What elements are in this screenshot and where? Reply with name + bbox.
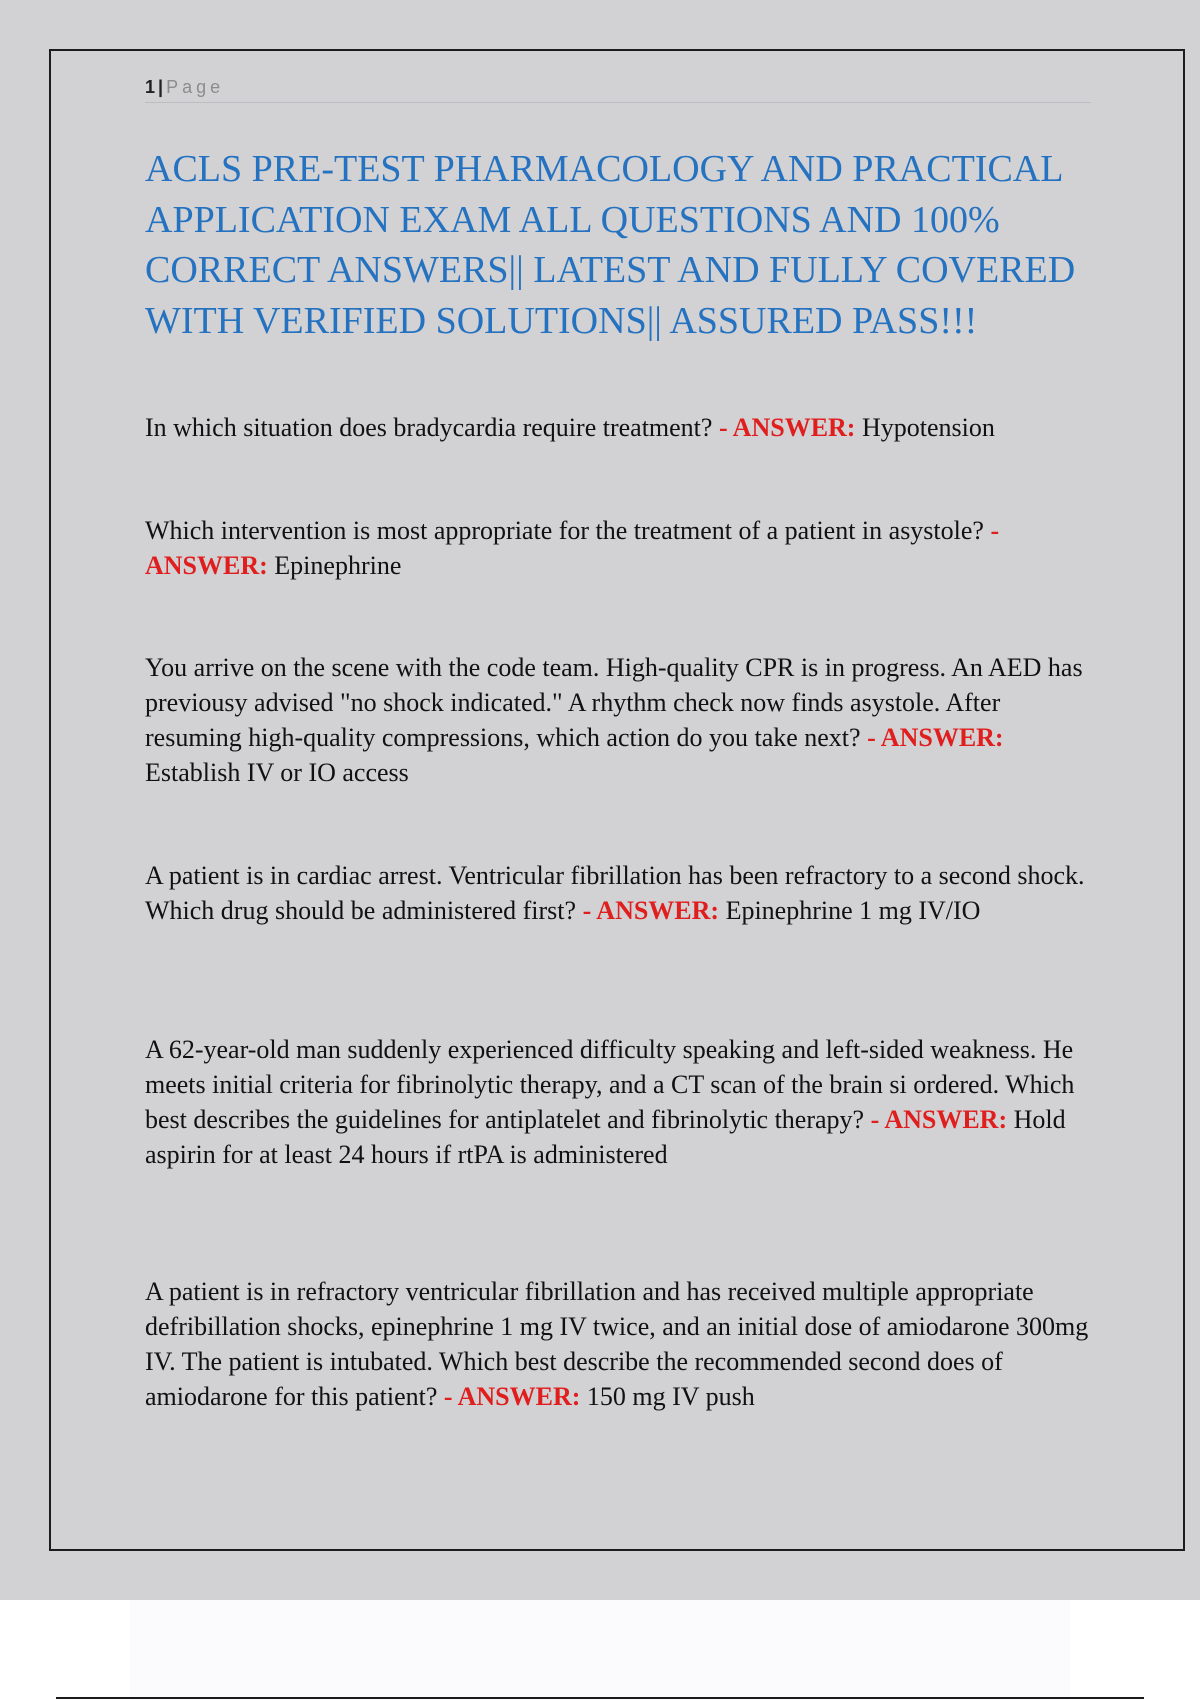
question-text: In which situation does bradycardia require treatment? (145, 413, 713, 442)
question-text: Which intervention is most appropriate for the treatment of a patient in asystole? (145, 516, 984, 545)
answer-text: Epinephrine 1 mg IV/IO (725, 896, 981, 925)
answer-label: - ANSWER: (870, 1105, 1008, 1134)
document-title: ACLS PRE-TEST PHARMACOLOGY AND PRACTICAL APPLICATION EXAM ALL QUESTIONS AND 100% CORRECT ANSWERS|| LATEST AND FULLY COVERED WITH VERIFIED SOLUTIONS|| ASSURED PASS!!! (145, 148, 1076, 342)
next-page-rule (56, 1697, 1144, 1699)
page-label: Page (166, 77, 225, 97)
next-page-edge (130, 1600, 1070, 1700)
question-text: You arrive on the scene with the code team. High-quality CPR is in progress. An AED has previousy advised "no shock indicated." A rhythm check now finds asystole. After resuming high-quality compressions, which action do you take next? (145, 653, 1083, 752)
qa-item (145, 858, 1100, 928)
qa-item (145, 1274, 1100, 1414)
qa-item (145, 410, 1100, 445)
answer-text: Establish IV or IO access (145, 758, 409, 787)
answer-label: - ANSWER: (582, 896, 720, 925)
question-text: A patient is in refractory ventricular fibrillation and has received multiple appropriate defribillation shocks, epinephrine 1 mg IV twice, and an initial dose of amiodarone 300mg IV. The patient is intubated. Which best describe the recommended second does of amiodarone for this patient? (145, 1277, 1089, 1411)
question-text: A 62-year-old man suddenly experienced difficulty speaking and left-sided weakness. He meets initial criteria for fibrinolytic therapy, and a CT scan of the brain si ordered. Which best describes the guidelines for antiplatelet and fibrinolytic therapy? (145, 1035, 1075, 1134)
answer-label: - ANSWER: (443, 1382, 581, 1411)
answer-text: 150 mg IV push (586, 1382, 755, 1411)
page-header-separator: | (158, 77, 164, 97)
question-text: A patient is in cardiac arrest. Ventricular fibrillation has been refractory to a second shock. Which drug should be administered first? (145, 861, 1085, 925)
answer-text: Hold aspirin for at least 24 hours if rtPA is administered (145, 1105, 1066, 1169)
qa-item (145, 513, 1100, 583)
answer-text: Hypotension (861, 413, 995, 442)
answer-text: Epinephrine (274, 551, 402, 580)
answer-label: - ANSWER: (145, 516, 1000, 580)
qa-item (145, 1032, 1100, 1172)
page-header (145, 74, 1091, 103)
qa-item (145, 650, 1100, 790)
answer-label: - ANSWER: (718, 413, 856, 442)
answer-label: - ANSWER: (867, 723, 1004, 752)
page-number: 1 (145, 77, 156, 97)
